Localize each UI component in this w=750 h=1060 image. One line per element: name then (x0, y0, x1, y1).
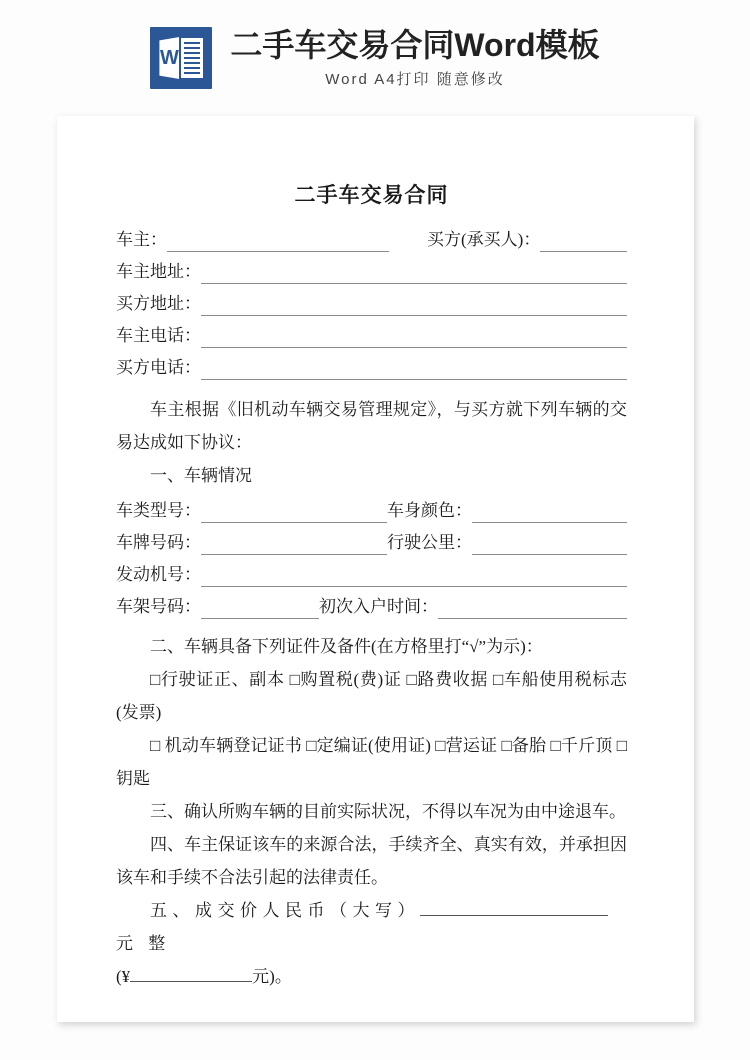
price-in-words-input[interactable] (420, 915, 608, 916)
vehicle-color-label: 车身颜色： (387, 501, 472, 520)
section-three-paragraph: 三、确认所购车辆的目前实际状况，不得以车况为由中途退车。 (150, 802, 626, 821)
price-numeric-input[interactable] (130, 981, 252, 982)
vehicle-first-reg-label: 初次入户时间： (319, 597, 438, 616)
buyer-phone-input[interactable] (201, 379, 627, 380)
vehicle-mileage-input[interactable] (472, 554, 627, 555)
buyer-address-label: 买方地址： (116, 294, 201, 313)
section-five-prefix: 五、成交价人民币（大写） (150, 901, 420, 920)
field-row-owner-phone (116, 321, 627, 353)
contract-title: 二手车交易合同 (294, 183, 449, 207)
checkbox-group-accessories[interactable]: □ 机动车辆登记证书 □定编证(使用证) □营运证 □备胎 □千斤顶 □钥匙 (116, 736, 627, 788)
vehicle-model-label: 车类型号： (116, 501, 201, 520)
buyer-input[interactable] (540, 251, 627, 252)
buyer-address-input[interactable] (201, 315, 627, 316)
header-text-block (230, 25, 599, 91)
page-header-banner (0, 0, 750, 116)
section-four-paragraph: 四、车主保证该车的来源合法，手续齐全、真实有效，并承担因该车和手续不合法引起的法律责任。 (116, 835, 627, 887)
field-row-vin-firstreg (116, 592, 627, 624)
buyer-label: 买方(承买人)： (427, 230, 541, 249)
word-document-icon (150, 27, 212, 89)
vehicle-plate-input[interactable] (201, 554, 387, 555)
vehicle-vin-input[interactable] (201, 618, 319, 619)
vehicle-engine-label: 发动机号： (116, 565, 201, 584)
vehicle-color-input[interactable] (472, 522, 627, 523)
price-numeric-line (116, 960, 627, 993)
vehicle-mileage-label: 行驶公里： (387, 533, 472, 552)
buyer-phone-label: 买方电话： (116, 358, 201, 377)
field-row-owner-buyer (116, 225, 627, 257)
intro-paragraph: 车主根据《旧机动车辆交易管理规定》，与买方就下列车辆的交易达成如下协议： (116, 400, 627, 452)
section-five-suffix: 元 整 (116, 934, 171, 953)
vehicle-model-input[interactable] (201, 522, 387, 523)
owner-label: 车主： (116, 230, 167, 249)
word-icon-letter: W (159, 47, 179, 69)
page-subtitle: Word A4打印 随意修改 (325, 71, 505, 88)
document-body (116, 116, 627, 993)
vehicle-engine-input[interactable] (201, 586, 627, 587)
document-page (57, 116, 694, 1022)
vehicle-plate-label: 车牌号码： (116, 533, 201, 552)
owner-address-label: 车主地址： (116, 262, 201, 281)
field-row-buyer-phone (116, 353, 627, 385)
field-row-plate-mileage (116, 528, 627, 560)
vehicle-first-reg-input[interactable] (438, 618, 627, 619)
page-title: 二手车交易合同Word模板 (230, 27, 600, 63)
owner-phone-input[interactable] (201, 347, 627, 348)
owner-input[interactable] (167, 251, 389, 252)
owner-address-input[interactable] (201, 283, 627, 284)
checkbox-group-documents[interactable]: □行驶证正、副本 □购置税(费)证 □路费收据 □车船使用税标志(发票) (116, 670, 627, 722)
field-row-owner-address (116, 257, 627, 289)
field-row-model-color (116, 496, 627, 528)
price-close-text: 元)。 (252, 967, 292, 986)
owner-phone-label: 车主电话： (116, 326, 201, 345)
price-open-paren: (¥ (116, 967, 131, 986)
field-row-engine (116, 560, 627, 592)
field-row-buyer-address (116, 289, 627, 321)
vehicle-vin-label: 车架号码： (116, 597, 201, 616)
section-five-paragraph (116, 894, 627, 960)
word-icon-page-lines (181, 38, 203, 78)
section-two-heading: 二、车辆具备下列证件及备件(在方格里打“√”为示)： (150, 637, 543, 656)
section-one-heading: 一、车辆情况 (150, 466, 252, 485)
